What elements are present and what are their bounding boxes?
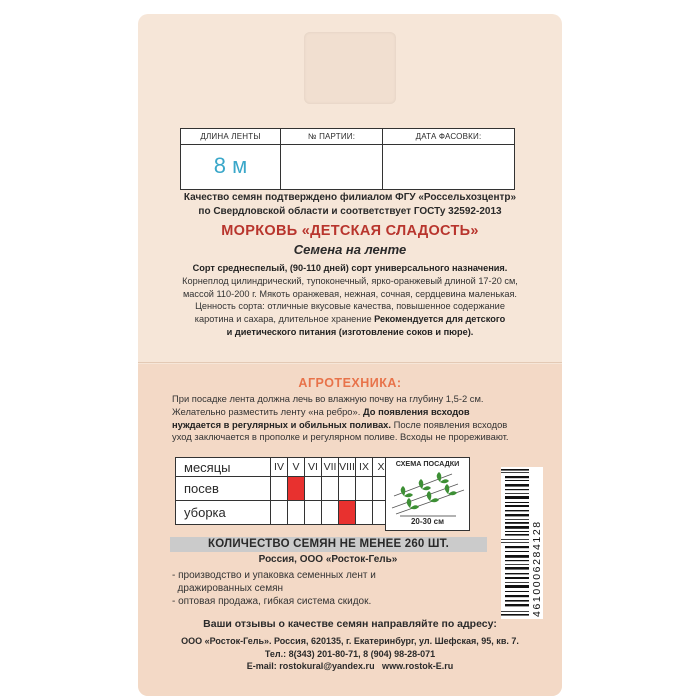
sowing-cell <box>356 477 373 501</box>
seedling-icon <box>427 491 439 502</box>
calendar-row-harvest <box>176 501 390 525</box>
agro-line <box>172 419 542 432</box>
description-line: Корнеплод цилиндрический, тупоконечный, ярко-оранжевый длиной 17-20 см, <box>182 275 518 286</box>
seed-quantity: КОЛИЧЕСТВО СЕМЯН НЕ МЕНЕЕ 260 ШТ. <box>170 537 487 552</box>
barcode-bar <box>505 600 529 602</box>
harvest-cell <box>356 501 373 525</box>
barcode-bar <box>505 585 529 588</box>
calendar-header-row <box>176 458 390 477</box>
web-contacts: E-mail: rostokural@yandex.ru www.rostok-E.ru <box>246 661 454 671</box>
harvest-cell <box>322 501 339 525</box>
sowing-cell <box>288 477 305 501</box>
harvest-cell <box>288 501 305 525</box>
month-cell: V <box>288 458 305 477</box>
info-table <box>180 128 515 190</box>
harvest-cell <box>339 501 356 525</box>
calendar-row-sowing <box>176 477 390 501</box>
service-item: дражированных семян <box>172 583 284 594</box>
seedling-icon <box>445 484 457 495</box>
variety-description <box>148 262 552 339</box>
barcode-bar <box>505 551 529 552</box>
description-text: каротина и сахара, длительное хранение <box>194 314 375 325</box>
certification-line: по Свердловской области и соответствует ГОСТу 32592-2013 <box>198 206 502 217</box>
months-label: месяцы <box>176 458 271 477</box>
barcode-bar <box>505 484 529 487</box>
planting-scheme <box>385 457 470 531</box>
month-cell: VIII <box>339 458 356 477</box>
barcode-bar <box>505 531 529 532</box>
sowing-cell <box>271 477 288 501</box>
batch-header: № ПАРТИИ: <box>281 129 383 145</box>
seedling-icon <box>407 498 419 509</box>
barcode-bar <box>505 564 529 565</box>
barcode-bar <box>501 542 529 543</box>
barcode-bar <box>505 604 529 606</box>
agro-bold-text: До появления всходов <box>362 405 470 417</box>
barcode-bar <box>505 493 529 494</box>
barcode-bar <box>505 534 529 536</box>
barcode-bar <box>505 573 529 574</box>
sowing-cell <box>339 477 356 501</box>
agro-line <box>172 406 542 419</box>
batch-value <box>281 145 383 189</box>
row-distance: 20-30 см <box>410 517 445 526</box>
description-line: Сорт среднеспелый, (90-110 дней) сорт универсального назначения. <box>192 263 508 273</box>
barcode-bar <box>505 555 529 558</box>
agro-text: Желательно разместить ленту «на ребро». <box>172 405 363 417</box>
barcode-bar <box>501 539 529 540</box>
planting-calendar <box>175 457 390 525</box>
description-line: массой 110-200 г. Мякоть оранжевая, нежная, сочная, сердцевина маленькая. <box>182 288 517 299</box>
barcode-bar <box>505 510 529 511</box>
agro-bold-text: нуждается в регулярных и обильных поливах. <box>172 418 391 430</box>
barcode-bar <box>505 505 529 507</box>
agrotechnics-title: АГРОТЕХНИКА: <box>298 376 402 390</box>
barcode <box>501 467 543 619</box>
service-item: - производство и упаковка семенных лент и <box>172 570 376 581</box>
length-header: ДЛИНА ЛЕНТЫ <box>181 129 281 145</box>
barcode-bar <box>505 514 529 516</box>
services-list <box>172 569 492 608</box>
agro-text: После появления всходов <box>391 418 508 430</box>
barcode-bar <box>501 611 529 612</box>
barcode-bar <box>505 560 529 561</box>
barcode-bar-group <box>501 469 529 616</box>
phone: Тел.: 8(343) 201-80-71, 8 (904) 98-28-071 <box>264 648 436 659</box>
certification-line: Качество семян подтверждено филиалом ФГУ «Россельхозцентр» <box>183 192 517 203</box>
agro-line: При посадке лента должна лечь во влажную почву на глубину 1,5-2 см. <box>172 393 484 404</box>
barcode-bar <box>505 519 529 520</box>
harvest-label: уборка <box>176 501 271 525</box>
month-cell: VII <box>322 458 339 477</box>
barcode-bar <box>501 472 529 473</box>
barcode-bar <box>505 577 529 579</box>
month-cell: VI <box>305 458 322 477</box>
barcode-bar <box>505 526 529 529</box>
certification-text <box>148 191 552 219</box>
barcode-bar <box>505 476 529 478</box>
date-value <box>383 145 514 189</box>
scheme-title: СХЕМА ПОСАДКИ <box>395 459 460 468</box>
product-subtitle: Семена на ленте <box>293 242 407 257</box>
barcode-bars <box>501 467 531 619</box>
contacts <box>148 635 552 673</box>
month-cell: IX <box>356 458 373 477</box>
barcode-bar <box>505 496 529 499</box>
agrotechnics-text <box>172 393 542 444</box>
length-value: 8 м <box>181 145 281 189</box>
packet-fold-line <box>138 362 562 363</box>
seedling-icon <box>401 486 413 497</box>
sowing-label: посев <box>176 477 271 501</box>
barcode-bar <box>505 546 529 548</box>
harvest-cell <box>305 501 322 525</box>
barcode-bar <box>505 567 529 570</box>
service-item: - оптовая продажа, гибкая система скидок. <box>172 596 372 607</box>
month-cell: X <box>373 458 390 477</box>
barcode-bar <box>501 614 529 616</box>
barcode-digits: 4610006284128 <box>531 520 543 617</box>
hang-hole <box>304 32 396 104</box>
barcode-bar <box>505 522 529 524</box>
barcode-bar <box>505 591 529 592</box>
barcode-bar <box>505 595 529 597</box>
agro-line: уход заключается в прополке и регулярном поливе. Всходы не прореживают. <box>172 431 509 443</box>
feedback-title: Ваши отзывы о качестве семян направляйте по адресу: <box>203 618 497 630</box>
sowing-cell <box>305 477 322 501</box>
barcode-digits-svg <box>531 467 543 619</box>
producer: Россия, ООО «Росток-Гель» <box>258 554 398 565</box>
barcode-bar <box>505 489 529 490</box>
barcode-bar <box>505 502 529 503</box>
recommendation-text: Рекомендуется для детского <box>374 314 506 325</box>
barcode-bar <box>505 480 529 481</box>
description-line: и диетического питания (изготовление соков и пюре). <box>226 326 474 337</box>
harvest-cell <box>271 501 288 525</box>
barcode-bar <box>505 582 529 583</box>
description-line: Ценность сорта: отличные вкусовые качества, повышенное содержание <box>195 301 505 312</box>
barcode-bar <box>501 469 529 471</box>
product-title: МОРКОВЬ «ДЕТСКАЯ СЛАДОСТЬ» <box>221 223 479 239</box>
address: ООО «Росток-Гель». Россия, 620135, г. Екатеринбург, ул. Шефская, 95, кв. 7. <box>181 636 519 646</box>
date-header: ДАТА ФАСОВКИ: <box>383 129 514 145</box>
description-line <box>148 313 552 326</box>
month-cell: IV <box>271 458 288 477</box>
sowing-cell <box>322 477 339 501</box>
